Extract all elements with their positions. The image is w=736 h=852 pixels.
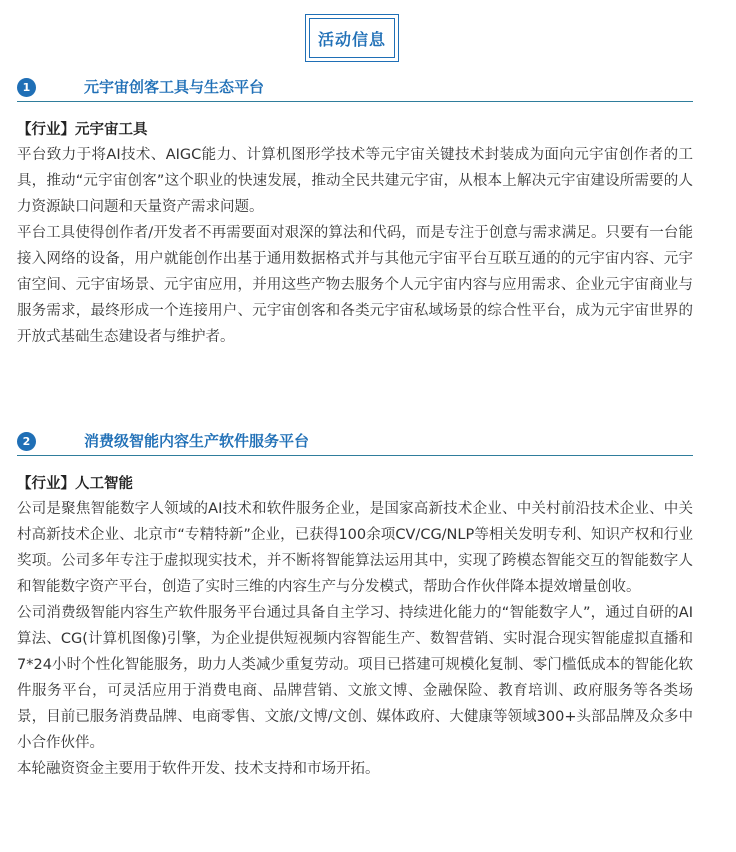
section-number-badge: 1 <box>17 78 36 97</box>
industry-label: 【行业】人工智能 <box>17 476 133 492</box>
section-title: 元宇宙创客工具与生态平台 <box>84 78 265 96</box>
page-title: 活动信息 <box>309 18 395 58</box>
section-title: 消费级智能内容生产软件服务平台 <box>84 432 310 450</box>
section-number-badge: 2 <box>17 432 36 451</box>
section-2 <box>17 430 693 782</box>
section-header <box>17 430 693 456</box>
paragraph: 平台工具使得创作者/开发者不再需要面对艰深的算法和代码，而是专注于创意与需求满足。只要有一台能接入网络的设备，用户就能创作出基于通用数据格式并与其他元宇宙平台互联互通的的元宇宙内容、元宇宙空间、元宇宙场景、元宇宙应用，并用这些产物去服务个人元宇宙内容与应用需求、企业元宇宙商业与服务需求，最终形成一个连接用户、元宇宙创客和各类元宇宙私域场景的综合性平台，成为元宇宙世界的开放式基础生态建设者与维护者。 <box>17 225 693 345</box>
section-1 <box>17 76 693 350</box>
paragraph: 公司是聚焦智能数字人领域的AI技术和软件服务企业，是国家高新技术企业、中关村前沿技术企业、中关村高新技术企业、北京市“专精特新”企业，已获得100余项CV/CG/NLP等相关发明专利、知识产权和行业奖项。公司多年专注于虚拟现实技术，并不断将智能算法运用其中，实现了跨模态智能交互的智能数字人和智能数字资产平台，创造了实时三维的内容生产与分发模式，帮助合作伙伴降本提效增量创收。 <box>17 501 693 595</box>
activity-info-title-box <box>305 14 399 62</box>
industry-label: 【行业】元宇宙工具 <box>17 122 148 138</box>
section-divider <box>17 455 693 456</box>
section-body <box>17 473 693 782</box>
section-body <box>17 119 693 350</box>
section-header <box>17 76 693 102</box>
paragraph: 公司消费级智能内容生产软件服务平台通过具备自主学习、持续进化能力的“智能数字人”，通过自研的AI算法、CG(计算机图像)引擎，为企业提供短视频内容智能生产、数智营销、实时混合现实智能虚拟直播和7*24小时个性化智能服务，助力人类减少重复劳动。项目已搭建可规模化复制、零门槛低成本的智能化软件服务平台，可灵活应用于消费电商、品牌营销、文旅文博、金融保险、教育培训、政府服务等各类场景，目前已服务消费品牌、电商零售、文旅/文博/文创、媒体政府、大健康等领域300+头部品牌及众多中小合作伙伴。 <box>17 605 693 751</box>
paragraph: 本轮融资资金主要用于软件开发、技术支持和市场开拓。 <box>17 761 380 777</box>
section-divider <box>17 101 693 102</box>
paragraph: 平台致力于将AI技术、AIGC能力、计算机图形学技术等元宇宙关键技术封装成为面向元宇宙创作者的工具，推动“元宇宙创客”这个职业的快速发展，推动全民共建元宇宙，从根本上解决元宇宙建设所需要的人力资源缺口问题和天量资产需求问题。 <box>17 147 693 215</box>
